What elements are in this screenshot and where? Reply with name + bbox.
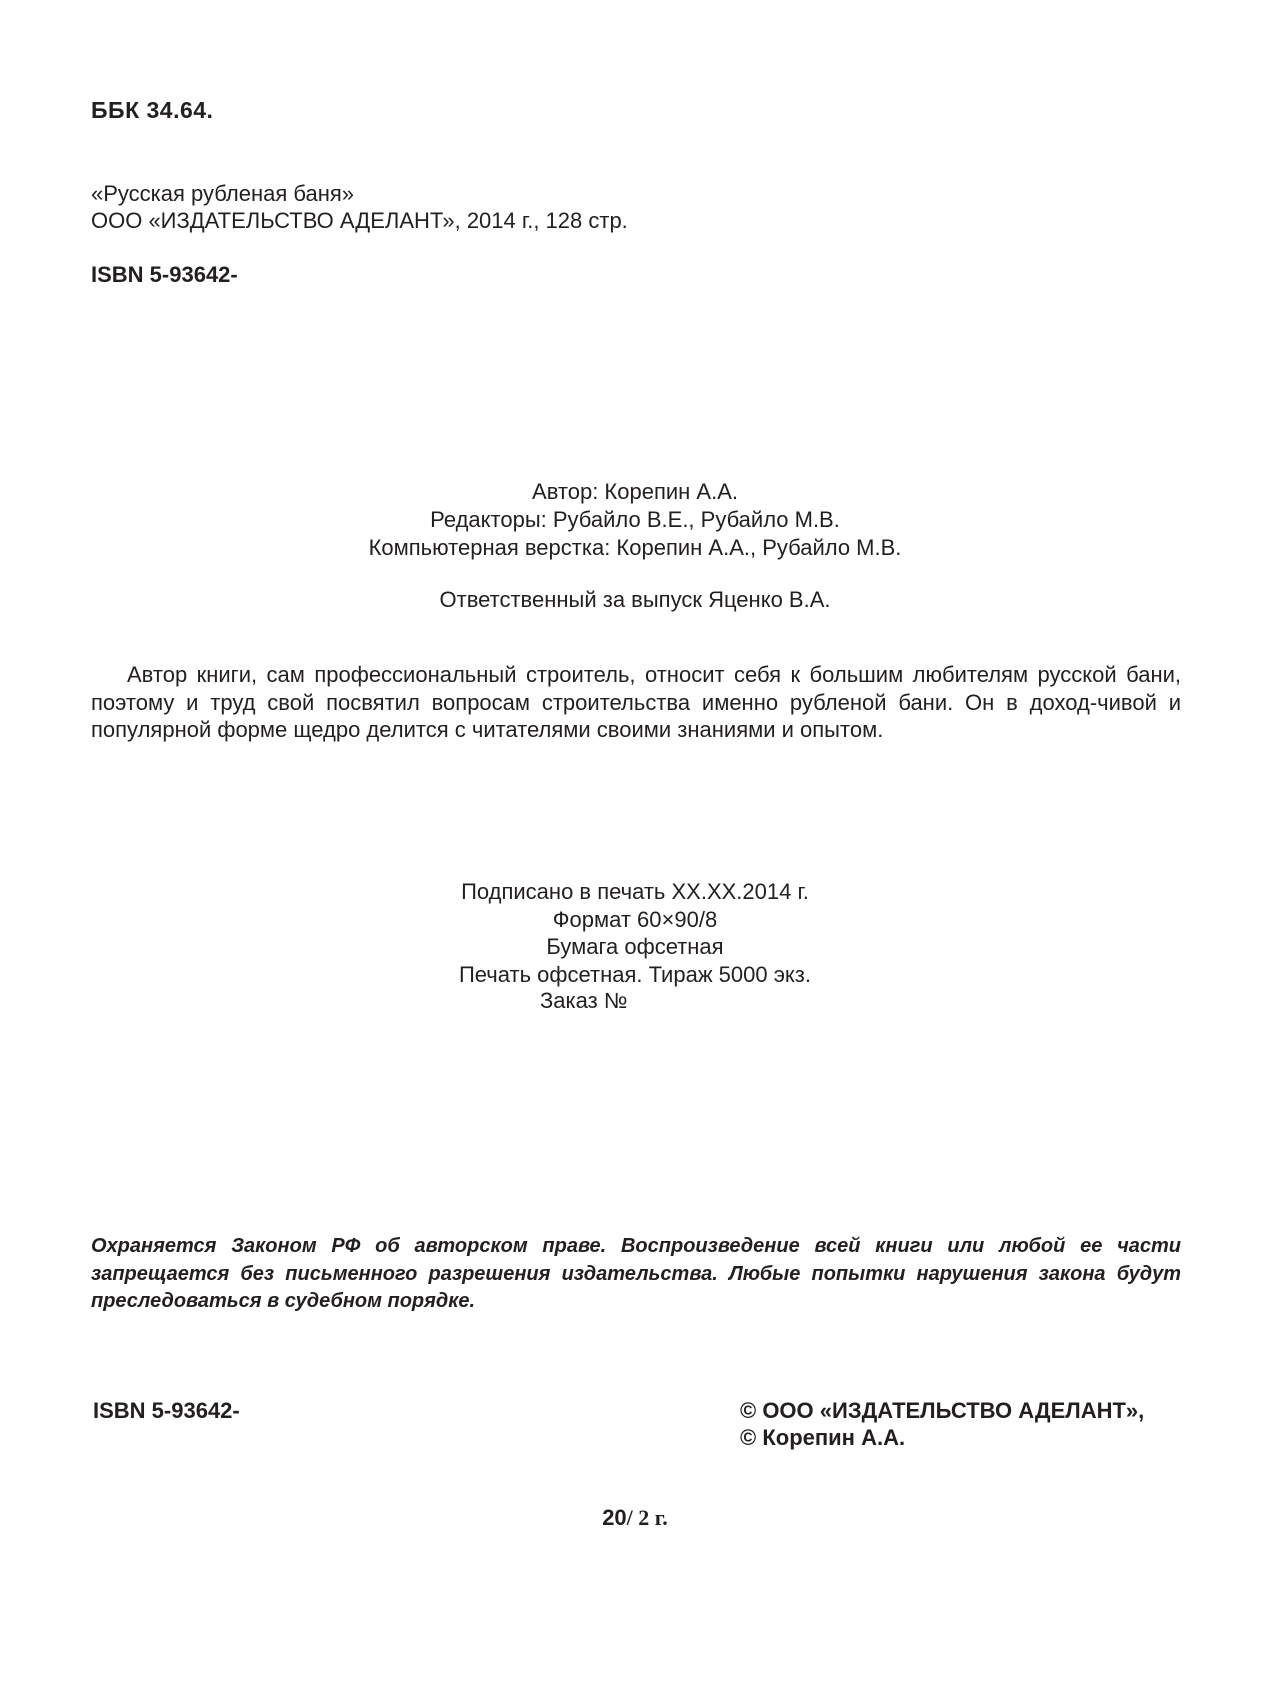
print-info-block xyxy=(0,878,1270,988)
year-prefix: 20 xyxy=(602,1505,627,1530)
responsible-credit: Ответственный за выпуск Яценко В.А. xyxy=(439,587,831,612)
isbn-bottom: ISBN 5-93642- xyxy=(93,1398,240,1423)
credits-block xyxy=(0,478,1270,562)
year-line xyxy=(0,1505,1270,1531)
author-credit: Автор: Корепин А.А. xyxy=(532,479,738,504)
copyright-author: © Корепин А.А. xyxy=(740,1425,906,1450)
isbn-top: ISBN 5-93642- xyxy=(91,262,238,287)
responsible-block xyxy=(0,586,1270,614)
publisher-line: ООО «ИЗДАТЕЛЬСТВО АДЕЛАНТ», 2014 г., 128 стр. xyxy=(91,208,628,233)
book-title: «Русская рубленая баня» xyxy=(91,181,354,206)
copyright-notice: Охраняется Законом РФ об авторском праве. Воспроизведение всей книги или любой ее части запрещается без письменного разрешения издательства. Любые попытки нарушения закона будут преследоваться в судебном порядке. xyxy=(91,1235,1181,1312)
signed-to-print: Подписано в печать XX.XX.2014 г. xyxy=(461,879,809,904)
print-run-info: Печать офсетная. Тираж 5000 экз. xyxy=(458,961,812,987)
year-suffix: / 2 г. xyxy=(626,1505,668,1530)
order-number: Заказ № xyxy=(540,988,628,1013)
paper-info: Бумага офсетная xyxy=(546,934,724,959)
editors-credit: Редакторы: Рубайло В.Е., Рубайло М.В. xyxy=(430,507,840,532)
format-info: Формат 60×90/8 xyxy=(552,906,718,932)
bbk-code: ББК 34.64. xyxy=(91,97,214,123)
book-abstract: Автор книги, сам профессиональный строитель, относит себя к большим любителям русской бани, поэтому и труд свой посвятил вопросам строительства именно рубленой бани. Он в доход-чивой и популярной форме щедро делится с читателями своими знаниями и опытом. xyxy=(91,662,1181,742)
layout-credit: Компьютерная верстка: Корепин А.А., Рубайло М.В. xyxy=(368,535,902,560)
copyright-publisher: © ООО «ИЗДАТЕЛЬСТВО АДЕЛАНТ», xyxy=(740,1398,1145,1423)
